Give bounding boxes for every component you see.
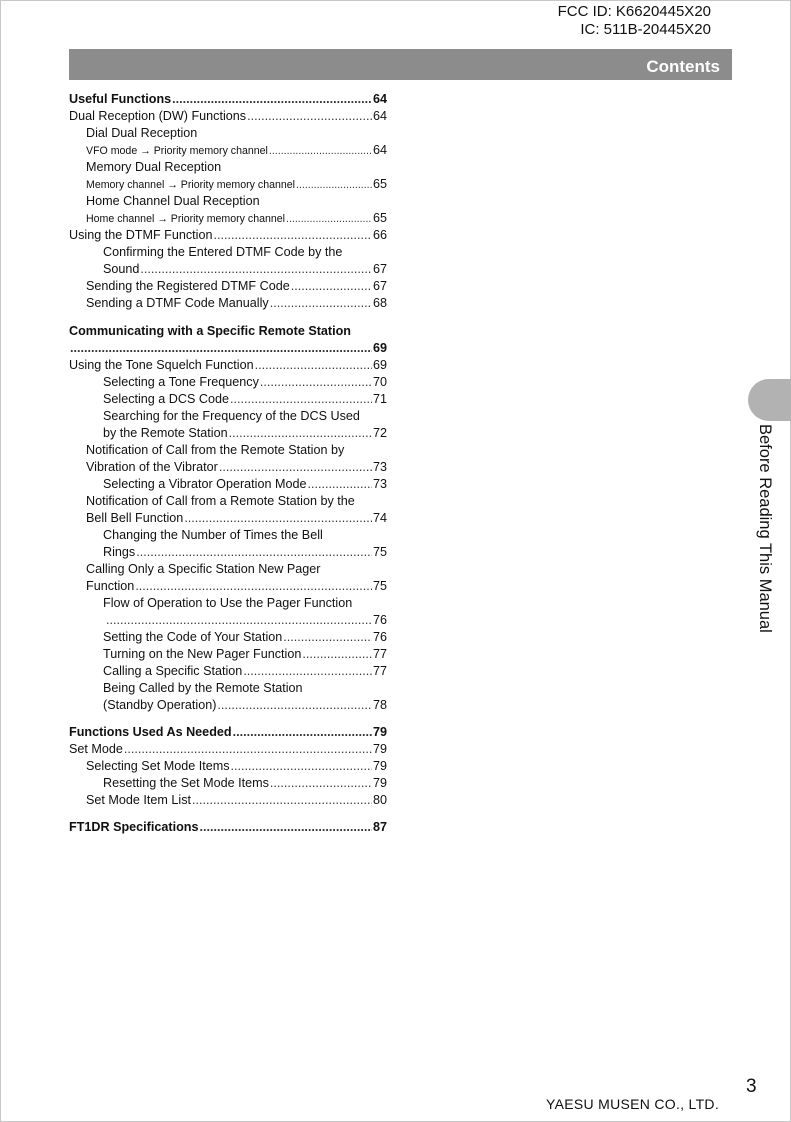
toc-leader-dots [247, 108, 372, 125]
toc-entry[interactable] [69, 227, 387, 244]
toc-leader-dots [199, 819, 372, 836]
side-tab [748, 379, 791, 421]
toc-entry[interactable] [69, 244, 387, 261]
toc-leader-dots [286, 211, 372, 228]
toc-entry[interactable] [69, 91, 387, 108]
toc-leader-dots [140, 261, 372, 278]
toc-entry[interactable] [69, 261, 387, 278]
toc-entry[interactable] [69, 425, 387, 442]
toc-leader-dots [135, 578, 372, 595]
toc-entry-title: Communicating with a Specific Remote Station [69, 324, 351, 338]
toc-entry-title: Selecting Set Mode Items [86, 759, 230, 773]
toc-page-number: 72 [372, 426, 387, 440]
toc-page-number: 64 [372, 92, 387, 106]
toc-entry-title: Memory Dual Reception [86, 160, 222, 174]
toc-leader-dots [233, 724, 372, 741]
toc-entry[interactable] [69, 295, 387, 312]
toc-entry[interactable] [69, 612, 387, 629]
toc-entry[interactable] [69, 142, 387, 159]
toc-page-number: 65 [372, 211, 387, 225]
toc-leader-dots [260, 374, 372, 391]
toc-entry[interactable] [69, 391, 387, 408]
toc-entry-title: Resetting the Set Mode Items [103, 776, 269, 790]
table-of-contents [69, 91, 387, 836]
toc-leader-dots [243, 663, 372, 680]
regulatory-ids [558, 3, 711, 39]
toc-leader-dots [308, 476, 372, 493]
toc-leader-dots [296, 177, 372, 194]
toc-entry-title: Vibration of the Vibrator [86, 460, 218, 474]
toc-page-number: 79 [372, 742, 387, 756]
toc-page-number: 77 [372, 664, 387, 678]
toc-page-number: 87 [372, 820, 387, 834]
toc-page-number: 71 [372, 392, 387, 406]
toc-entry[interactable] [69, 741, 387, 758]
toc-entry[interactable] [69, 159, 387, 176]
section-header-bar [69, 49, 732, 80]
toc-entry-title: Dial Dual Reception [86, 126, 198, 140]
toc-entry[interactable] [69, 278, 387, 295]
toc-entry-title: Useful Functions [69, 92, 172, 106]
toc-page-number: 79 [372, 776, 387, 790]
toc-entry-title: Using the DTMF Function [69, 228, 213, 242]
toc-entry-title: Selecting a Vibrator Operation Mode [103, 477, 307, 491]
toc-entry-title: Selecting a DCS Code [103, 392, 230, 406]
toc-entry[interactable] [69, 775, 387, 792]
toc-entry[interactable] [69, 697, 387, 714]
page-number: 3 [746, 1076, 757, 1097]
toc-entry-title: Selecting a Tone Frequency [103, 375, 259, 389]
toc-entry-title: Setting the Code of Your Station [103, 630, 283, 644]
toc-entry-title: by the Remote Station [103, 426, 228, 440]
toc-entry[interactable] [69, 125, 387, 142]
toc-entry[interactable] [69, 108, 387, 125]
toc-entry[interactable] [69, 193, 387, 210]
toc-entry[interactable] [69, 493, 387, 510]
toc-entry[interactable] [69, 340, 387, 357]
toc-page-number: 76 [372, 613, 387, 627]
company-name: YAESU MUSEN CO., LTD. [546, 1096, 720, 1112]
toc-leader-dots [124, 741, 372, 758]
toc-entry[interactable] [69, 544, 387, 561]
toc-entry-title: Functions Used As Needed [69, 725, 232, 739]
toc-entry-title: Home Channel Dual Reception [86, 194, 260, 208]
toc-page-number: 80 [372, 793, 387, 807]
toc-leader-dots [217, 697, 372, 714]
toc-entry[interactable] [69, 663, 387, 680]
toc-entry-title: Changing the Number of Times the Bell [103, 528, 323, 542]
side-tab-label: Before Reading This Manual [756, 424, 774, 633]
toc-entry[interactable] [69, 176, 387, 193]
toc-page-number: 76 [372, 630, 387, 644]
toc-entry-title: Memory channel → Priority memory channel [86, 179, 296, 191]
toc-entry-title: Using the Tone Squelch Function [69, 358, 254, 372]
toc-entry[interactable] [69, 323, 387, 340]
toc-entry[interactable] [69, 629, 387, 646]
toc-page-number: 70 [372, 375, 387, 389]
toc-entry-title: Calling a Specific Station [103, 664, 243, 678]
toc-entry[interactable] [69, 476, 387, 493]
toc-leader-dots [270, 775, 372, 792]
toc-page-number: 69 [372, 358, 387, 372]
toc-entry-title: Sound [103, 262, 140, 276]
toc-page-number: 79 [372, 759, 387, 773]
toc-leader-dots [230, 391, 372, 408]
toc-leader-dots [70, 340, 372, 357]
toc-leader-dots [213, 227, 372, 244]
toc-entry-title: Turning on the New Pager Function [103, 647, 302, 661]
toc-entry[interactable] [69, 758, 387, 775]
toc-entry[interactable] [69, 792, 387, 809]
toc-entry-title: Set Mode Item List [86, 793, 191, 807]
toc-entry-title: Rings [103, 545, 136, 559]
toc-entry[interactable] [69, 210, 387, 227]
toc-page-number: 67 [372, 262, 387, 276]
section-title: Contents [646, 57, 720, 76]
toc-entry[interactable] [69, 680, 387, 697]
toc-entry-title: Searching for the Frequency of the DCS Used [103, 409, 360, 423]
toc-leader-dots [172, 91, 372, 108]
toc-leader-dots [269, 143, 372, 160]
toc-page-number: 77 [372, 647, 387, 661]
toc-entry-title: Bell Bell Function [86, 511, 184, 525]
toc-entry[interactable] [69, 578, 387, 595]
toc-entry[interactable] [69, 442, 387, 459]
toc-entry[interactable] [69, 646, 387, 663]
toc-page-number: 67 [372, 279, 387, 293]
toc-entry-title: Set Mode [69, 742, 123, 756]
toc-leader-dots [231, 758, 372, 775]
toc-entry[interactable] [69, 527, 387, 544]
toc-entry-title: VFO mode → Priority memory channel [86, 145, 268, 157]
toc-entry-title: Notification of Call from the Remote Station by [86, 443, 345, 457]
toc-entry[interactable] [69, 510, 387, 527]
toc-page-number: 65 [372, 177, 387, 191]
toc-page-number: 79 [372, 725, 387, 739]
toc-page-number: 73 [372, 477, 387, 491]
toc-entry-title: Being Called by the Remote Station [103, 681, 303, 695]
toc-entry-title: Calling Only a Specific Station New Pager [86, 562, 321, 576]
toc-page-number: 68 [372, 296, 387, 310]
toc-page-number: 64 [372, 143, 387, 157]
toc-entry-title: Sending a DTMF Code Manually [86, 296, 269, 310]
toc-entry-title: Function [86, 579, 135, 593]
toc-page-number: 66 [372, 228, 387, 242]
toc-entry-title: Confirming the Entered DTMF Code by the [103, 245, 343, 259]
toc-leader-dots [184, 510, 372, 527]
toc-entry[interactable] [69, 561, 387, 578]
toc-page-number: 74 [372, 511, 387, 525]
toc-page-number: 75 [372, 579, 387, 593]
toc-page-number: 75 [372, 545, 387, 559]
toc-leader-dots [219, 459, 372, 476]
toc-leader-dots [229, 425, 372, 442]
toc-entry-title: Dual Reception (DW) Functions [69, 109, 247, 123]
toc-entry[interactable] [69, 408, 387, 425]
toc-leader-dots [106, 612, 372, 629]
toc-entry-title: Notification of Call from a Remote Station by the [86, 494, 355, 508]
ic-id: IC: 511B-20445X20 [580, 21, 711, 38]
toc-entry-title: Home channel → Priority memory channel [86, 213, 286, 225]
toc-leader-dots [291, 278, 372, 295]
toc-entry-title: Sending the Registered DTMF Code [86, 279, 290, 293]
toc-leader-dots [255, 357, 372, 374]
toc-entry-title: (Standby Operation) [103, 698, 217, 712]
toc-page-number: 69 [372, 341, 387, 355]
toc-leader-dots [270, 295, 372, 312]
toc-entry[interactable] [69, 374, 387, 391]
toc-leader-dots [192, 792, 372, 809]
toc-entry[interactable] [69, 595, 387, 612]
toc-entry[interactable] [69, 724, 387, 741]
toc-leader-dots [283, 629, 372, 646]
toc-entry[interactable] [69, 459, 387, 476]
toc-entry[interactable] [69, 819, 387, 836]
toc-page-number: 78 [372, 698, 387, 712]
toc-entry-title: Flow of Operation to Use the Pager Function [103, 596, 353, 610]
toc-page-number: 64 [372, 109, 387, 123]
toc-leader-dots [136, 544, 372, 561]
fcc-id: FCC ID: K6620445X20 [557, 3, 711, 20]
toc-entry[interactable] [69, 357, 387, 374]
toc-entry-title: FT1DR Specifications [69, 820, 199, 834]
toc-page-number: 73 [372, 460, 387, 474]
toc-leader-dots [302, 646, 372, 663]
